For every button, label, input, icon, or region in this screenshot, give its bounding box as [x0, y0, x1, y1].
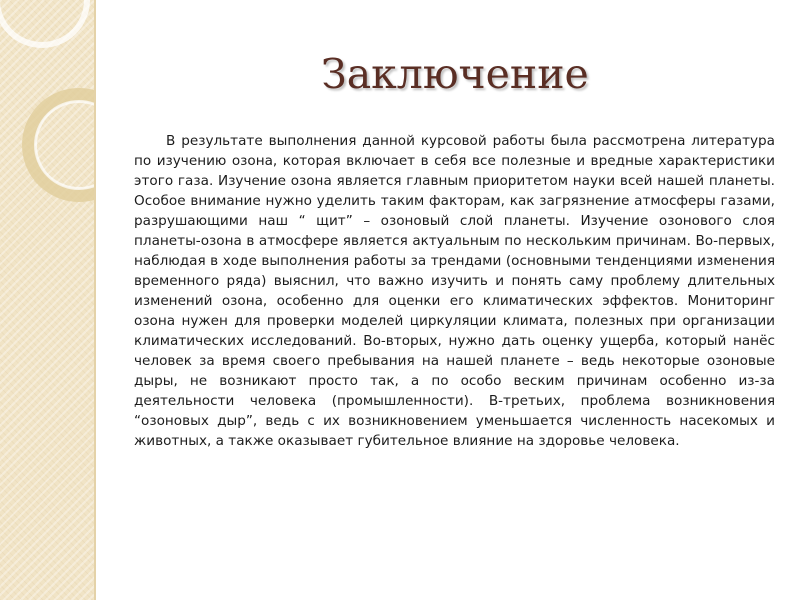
sidebar-divider: [94, 0, 96, 600]
conclusion-paragraph: В результате выполнения данной курсовой работы была рассмотрена литература по изучению озона, которая включает в себя все полезные и вредные характеристики этого газа. Изучение озона является главным приоритетом науки всей нашей планеты. Особое внимание нужно уделить таким факторам, как загрязнение атмосферы газами, разрушающими наш “ щит” – озоновый слой планеты. Изучение озонового слоя планеты-озона в атмосфере является актуальным по нескольким причинам. Во-первых, наблюдая в ходе выполнения работы за трендами (основными тенденциями изменения временного ряда) выяснил, что важно изучить и понять саму проблему длительных изменений озона, особенно для оценки его климатических эффектов. Мониторинг озона нужен для проверки моделей циркуляции климата, полезных при организации климатических исследований. Во-вторых, нужно дать оценку ущерба, который нанёс человек за время своего пребывания на нашей планете – ведь некоторые озоновые дыры, не возникают просто так, а по особо веским причинам особенно из-за деятельности человека (промышленности). В-третьих, проблема возникновения “озоновых дыр”, ведь с их возникновением уменьшается численность насекомых и животных, а также оказывает губительное влияние на здоровье человека.: [134, 133, 775, 449]
decorative-sidebar: [0, 0, 94, 600]
slide-title: Заключение: [321, 50, 589, 98]
decorative-ring: [0, 0, 90, 48]
